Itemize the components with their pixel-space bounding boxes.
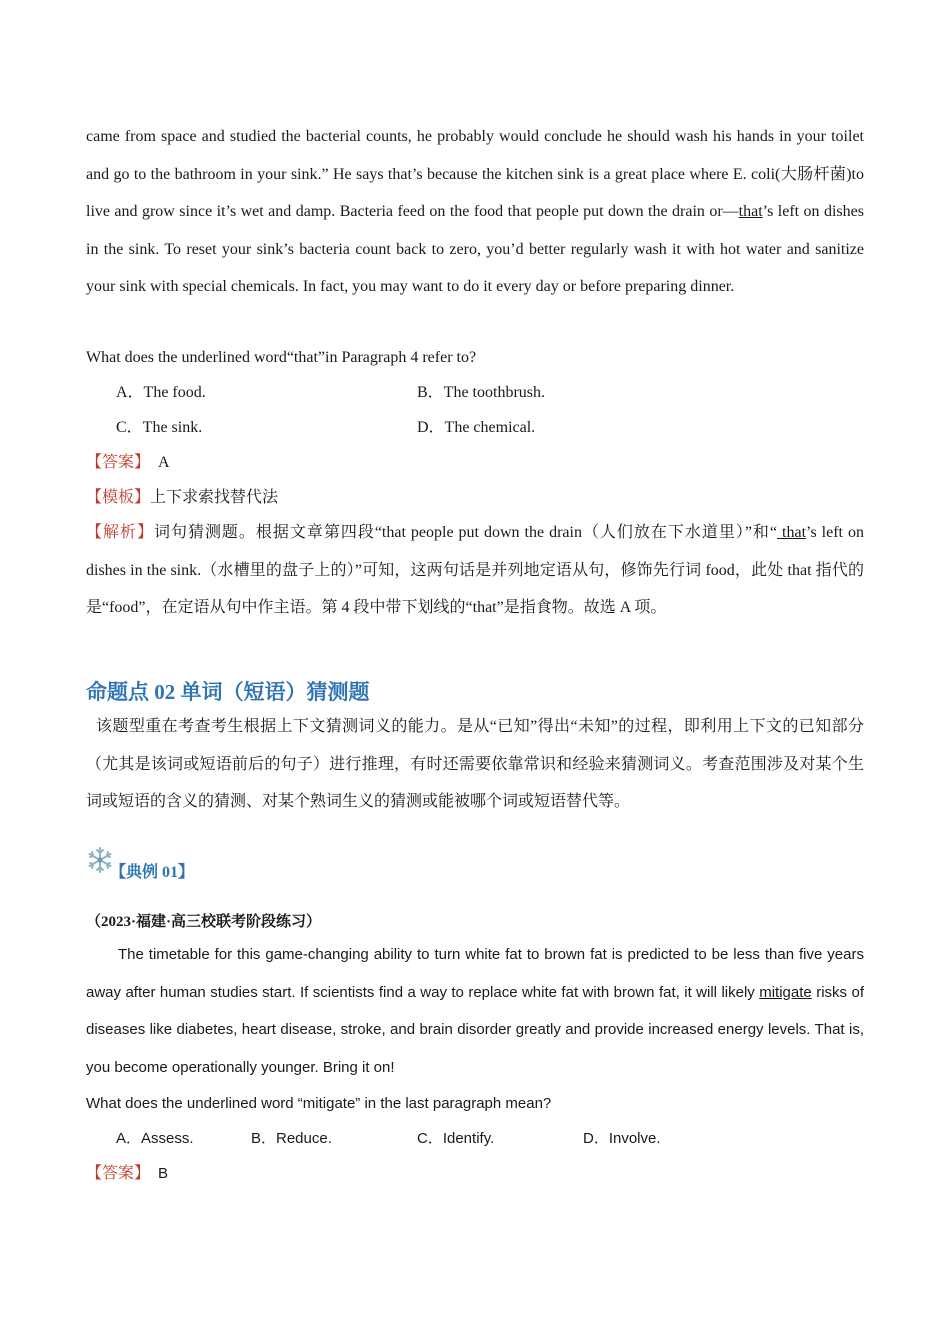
example-text-b: risks of diseases like diabetes, heart disease, stroke, and brain disorder greatly and provide increased energy levels. That is, you become operationally younger. Bring it on!: [86, 983, 864, 1076]
example-text-a: The timetable for this game-changing ability to turn white fat to brown fat is predicted to be less than five years away after human studies start. If scientists find a way to replace white fat with brown fat, it will likely: [86, 946, 864, 1001]
example-option-b: B．Reduce.: [251, 1130, 332, 1147]
passage-text-a: came from space and studied the bacterial counts, he probably would conclude he should wash his hands in your toilet and go to the bathroom in your sink.” He says that’s because the kitchen sink is a great place where E. coli(大肠杆菌)to live and grow since it’s wet and damp. Bacteria feed on the food that people put down the drain or—: [86, 128, 864, 220]
example-source: （2023·福建·高三校联考阶段练习）: [86, 914, 322, 930]
underlined-word-mitigate: mitigate: [759, 983, 812, 1001]
underlined-word-that: that: [738, 203, 763, 220]
section-heading: 命题点 02 单词（短语）猜测题: [86, 680, 370, 704]
example-option-c: C．Identify.: [417, 1130, 495, 1147]
answer-label: 【答案】: [86, 454, 151, 471]
passage-text-b: ’s left on dishes in the sink. To reset your sink’s bacteria count back to zero, you’d better regularly wash it with hot water and sanitize your sink with special chemicals. In fact, you may want to do it every day or before preparing dinner.: [86, 203, 864, 295]
analysis-underlined-that: that: [777, 524, 807, 541]
example-passage: [86, 936, 864, 1086]
question-1: What does the underlined word“that”in Paragraph 4 refer to?: [86, 349, 477, 366]
q1-option-a: A．The food.: [116, 384, 206, 401]
q1-answer: [86, 453, 170, 473]
q1-template: [86, 488, 278, 508]
example-title: 【典例 01】: [110, 864, 195, 881]
example-question: What does the underlined word “mitigate” in the last paragraph mean?: [86, 1095, 552, 1112]
example-option-a: A．Assess.: [116, 1130, 194, 1147]
example-answer-value: B: [158, 1165, 169, 1182]
section-intro: 该题型重在考查考生根据上下文猜测词义的能力。是从“已知”得出“未知”的过程，即利用上下文的已知部分（尤其是该词或短语前后的句子）进行推理，有时还需要依靠常识和经验来猜测词义。考查范围涉及对某个生词或短语的含义的猜测、对某个熟词生义的猜测或能被哪个词或短语替代等。: [86, 718, 864, 810]
analysis-label: 【解析】: [86, 524, 154, 541]
passage-paragraph: [86, 118, 864, 306]
q1-option-d: D．The chemical.: [417, 419, 536, 436]
analysis-text-b: ’s left on dishes in the sink.（水槽里的盘子上的）”可知，这两句话是并列地定语从句，修饰先行词 food，此处 that 指代的是“food”，在定语从句中作主语。第 4 段中带下划线的“that”是指食物。故选 A 项。: [86, 524, 864, 616]
q1-analysis: [86, 514, 864, 627]
example-answer: [86, 1164, 168, 1184]
analysis-text-a: 词句猜测题。根据文章第四段“that people put down the drain（人们放在下水道里）”和“: [153, 524, 778, 541]
template-value: 上下求索找替代法: [150, 489, 279, 506]
example-answer-label: 【答案】: [86, 1165, 151, 1182]
example-option-d: D．Involve.: [583, 1130, 661, 1147]
template-label: 【模板】: [86, 489, 151, 506]
q1-option-b: B．The toothbrush.: [417, 384, 545, 401]
answer-value: A: [158, 454, 170, 471]
q1-option-c: C．The sink.: [116, 419, 203, 436]
